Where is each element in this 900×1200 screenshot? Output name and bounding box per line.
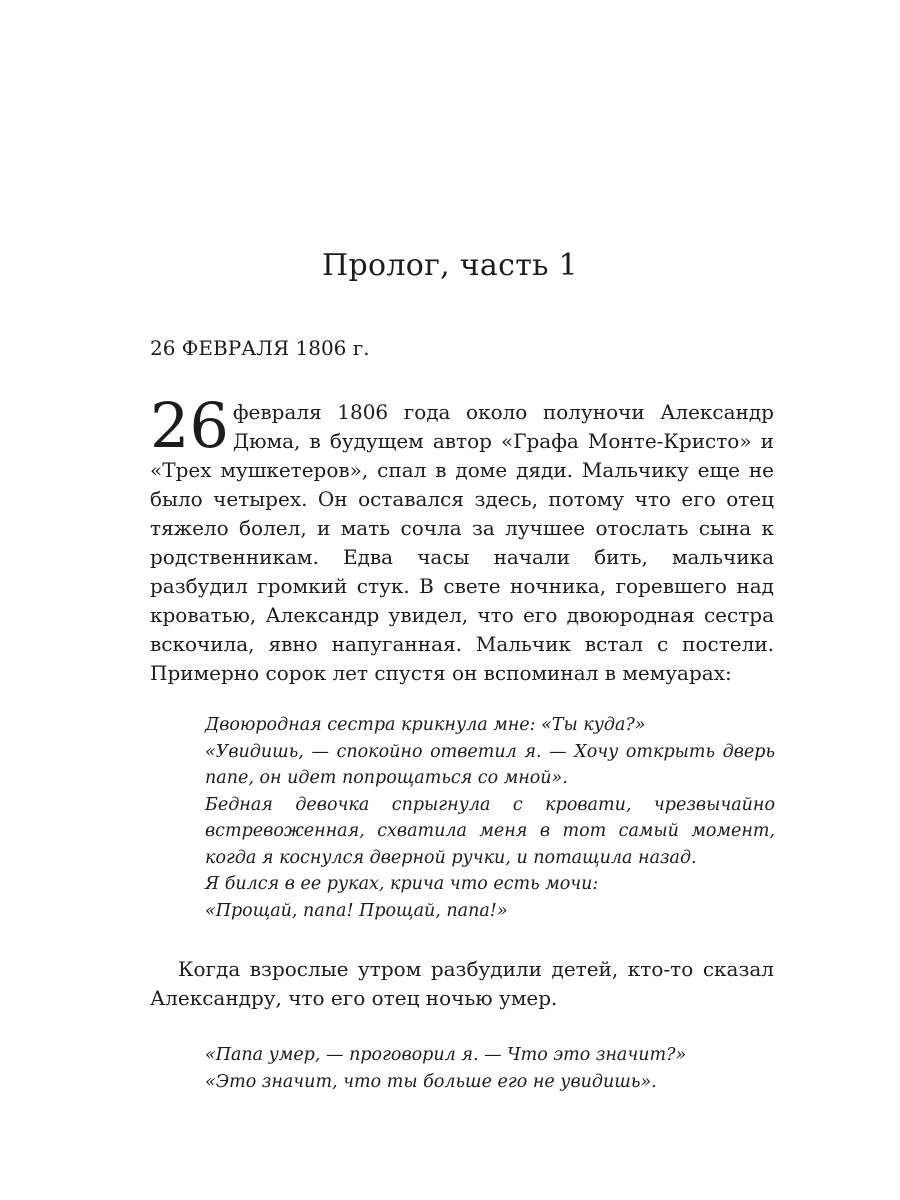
memoir-quote [205, 712, 775, 924]
quote-line: «Это значит, что ты больше его не увидишь». [205, 1071, 657, 1092]
quote-line: Двоюродная сестра крикнула мне: «Ты куда?» [205, 715, 646, 735]
dialogue-quote [205, 1042, 775, 1095]
opening-paragraph [150, 389, 774, 688]
quote-line: «Прощай, папа! Прощай, папа!» [205, 900, 508, 921]
quote-line: «Увидишь, — спокойно ответил я. — Хочу открыть дверь папе, он идет попрощаться со мной». [205, 741, 775, 788]
quote-line: Я бился в ее руках, крича что есть мочи: [205, 874, 599, 894]
quote-line: «Папа умер, — проговорил я. — Что это значит?» [205, 1045, 687, 1065]
chapter-title: Пролог, часть 1 [322, 248, 578, 283]
date-heading: 26 ФЕВРАЛЯ 1806 г. [150, 336, 370, 360]
opening-paragraph-text: февраля 1806 года около полуночи Александр Дюма, в будущем автор «Графа Монте-Кристо» и «Трех мушкетеров», спал в доме дяди. Мальчику еще не было четырех. Он оставался здесь, потому что его отец тяжело болел, и мать сочла за лучшее отослать сына к родственникам. Едва часы начали бить, мальчика разбудил громкий стук. В свете ночника, горевшего над кроватью, Александр увидел, что его двоюродная сестра вскочила, явно напуганная. Мальчик встал с постели. Примерно сорок лет спустя он вспоминал в мемуарах: [150, 400, 774, 685]
quote-line: Бедная девочка спрыгнула с кровати, чрезвычайно встревоженная, схватила меня в тот самый момент, когда я коснулся дверной ручки, и потащила назад. [205, 794, 775, 868]
second-paragraph: Когда взрослые утром разбудили детей, кто-то сказал Александру, что его отец ночью умер. [150, 957, 774, 1010]
dropcap: 26 [150, 389, 229, 462]
